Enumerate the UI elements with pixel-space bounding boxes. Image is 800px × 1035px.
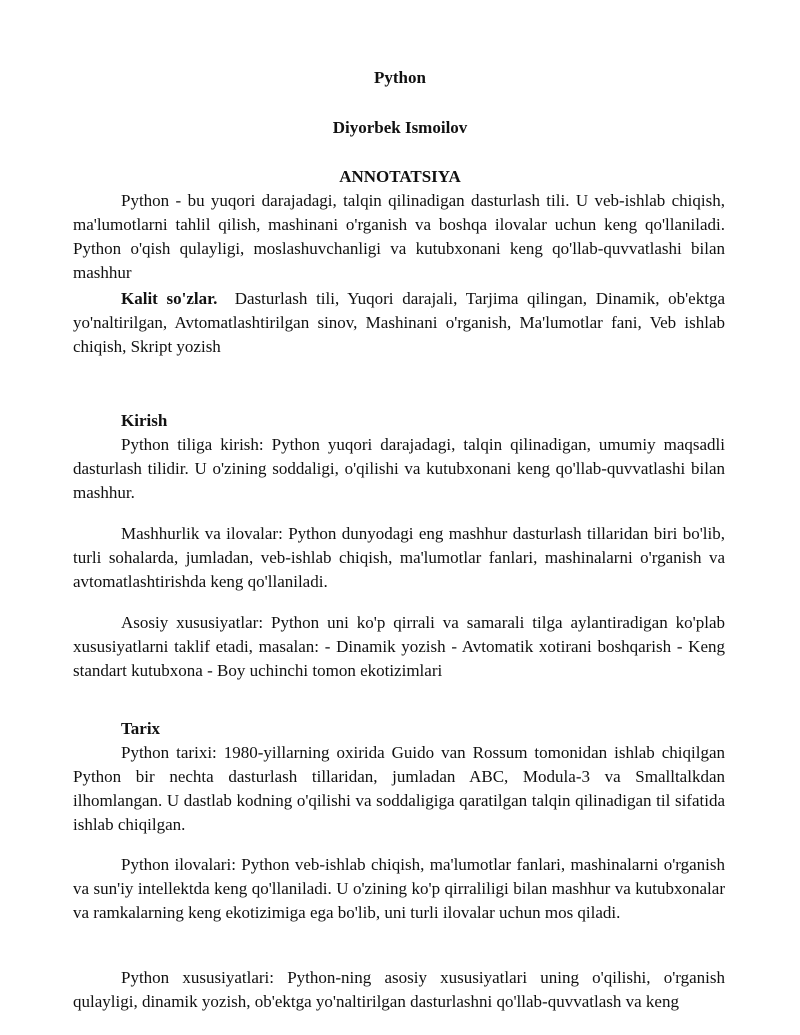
section-heading-history: Tarix: [121, 719, 161, 738]
history-paragraph: Python tarixi: 1980-yillarning oxirida Guido van Rossum tomonidan ishlab chiqilgan Python bir nechta dasturlash tillaridan, jumladan ABC, Modula-3 va Smalltalkdan ilhomlangan. U dastlab kodning o'qilishi va soddaligiga qaratilgan talqin qilinadigan til sifatida ishlab chiqilgan.: [73, 743, 725, 834]
section-heading-intro: Kirish: [121, 411, 168, 430]
intro-paragraph: Mashhurlik va ilovalar: Python dunyodagi eng mashhur dasturlash tillaridan biri bo'lib, turli sohalarda, jumladan, veb-ishlab chiqish, ma'lumotlar fanlari, mashinalarni o'rganish va avtomatlashtirishda keng qo'llaniladi.: [73, 524, 725, 591]
history-paragraph: Python xususiyatlari: Python-ning asosiy xususiyatlari uning o'qilishi, o'rganish qulayligi, dinamik yozish, ob'ektga yo'naltirilgan dasturlashni qo'llab-quvvatlash va keng: [73, 968, 725, 1011]
annotation-heading: ANNOTATSIYA: [339, 167, 461, 186]
document-title: Python: [374, 68, 426, 87]
keywords-label: Kalit so'zlar.: [121, 289, 218, 308]
author-name: Diyorbek Ismoilov: [332, 118, 468, 137]
keywords-paragraph: [73, 287, 725, 359]
annotation-text: Python - bu yuqori darajadagi, talqin qilinadigan dasturlash tili. U veb-ishlab chiqish, ma'lumotlarni tahlil qilish, mashinani o'rganish va boshqa ilovalar uchun keng qo'llaniladi. Python o'qish qulayligi, moslashuvchanligi va kutubxonani keng qo'llab-quvvatlashi bilan mashhur: [73, 191, 725, 282]
intro-paragraph: Python tiliga kirish: Python yuqori darajadagi, talqin qilinadigan, umumiy maqsadli dasturlash tilidir. U o'zining soddaligi, o'qilishi va kutubxonani keng qo'llab-quvvatlashi bilan mashhur.: [73, 435, 725, 502]
history-paragraph: Python ilovalari: Python veb-ishlab chiqish, ma'lumotlar fanlari, mashinalarni o'rganish va sun'iy intellektda keng qo'llaniladi. U o'zining ko'p qirraliligi bilan mashhur va kutubxonalar va ramkalarning keng ekotizimiga ega bo'lib, uni turli ilovalar uchun mos qiladi.: [73, 855, 725, 922]
intro-paragraph: Asosiy xususiyatlar: Python uni ko'p qirrali va samarali tilga aylantiradigan ko'plab xususiyatlarni taklif etadi, masalan: - Dinamik yozish - Avtomatik xotirani boshqarish - Keng standart kutubxona - Boy uchinchi tomon ekotizimlari: [73, 613, 725, 680]
keywords-text: Dasturlash tili, Yuqori darajali, Tarjima qilingan, Dinamik, ob'ektga yo'naltirilgan, Avtomatlashtirilgan sinov, Mashinani o'rganish, Ma'lumotlar fani, Veb ishlab chiqish, Skript yozish: [73, 289, 725, 356]
